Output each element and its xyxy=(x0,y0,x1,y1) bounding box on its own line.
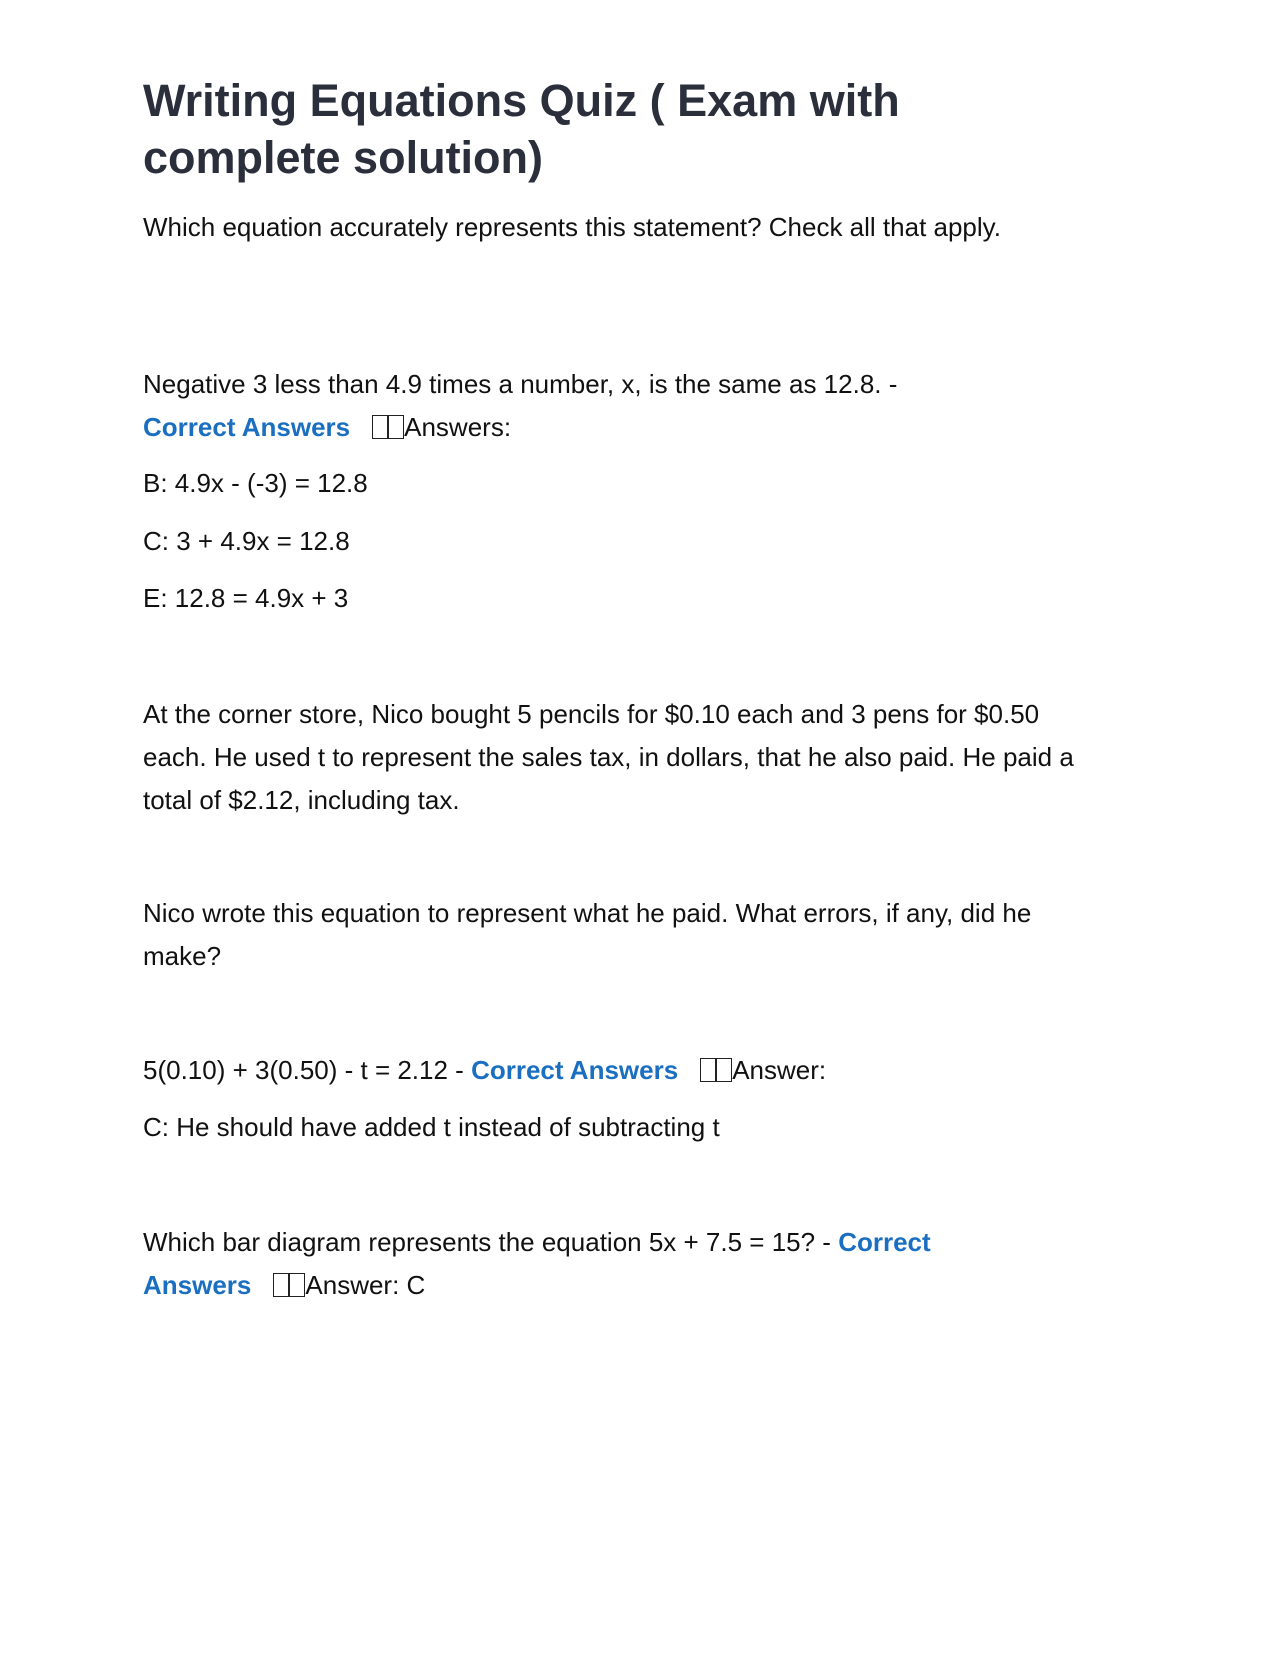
missing-glyph-icon xyxy=(372,415,388,439)
q1-intro: Which equation accurately represents this statement? Check all that apply. xyxy=(143,212,1001,242)
missing-glyph-icon xyxy=(289,1273,305,1297)
q2-correct-answers-label: Correct Answers xyxy=(471,1055,679,1085)
q1-answer-e: E: 12.8 = 4.9x + 3 xyxy=(143,583,349,613)
q1-correct-answers-label: Correct Answers xyxy=(143,412,351,442)
q2-equation: 5(0.10) + 3(0.50) - t = 2.12 - xyxy=(143,1055,464,1085)
q1-statement-text: Negative 3 less than 4.9 times a number, x, is the same as 12.8. - xyxy=(143,369,898,399)
q2-question: Nico wrote this equation to represent what he paid. What errors, if any, did he make? xyxy=(143,898,1032,971)
q3-question: Which bar diagram represents the equation 5x + 7.5 = 15? - xyxy=(143,1227,831,1257)
q1-answer-c: C: 3 + 4.9x = 12.8 xyxy=(143,526,350,556)
q3-question-line xyxy=(143,1221,1033,1307)
q3-correct-answers-label: Correct Answers xyxy=(143,1227,931,1300)
missing-glyph-icon xyxy=(716,1058,732,1082)
q1-answers-label: Answers: xyxy=(404,412,512,442)
q2-context: At the corner store, Nico bought 5 pencils for $0.10 each and 3 pens for $0.50 each. He used t to represent the sales tax, in dollars, that he also paid. He paid a total of $2.12, including tax. xyxy=(143,699,1074,815)
page-title: Writing Equations Quiz ( Exam with complete solution) xyxy=(143,75,900,183)
q2-answers-label: Answer: xyxy=(732,1055,827,1085)
missing-glyph-icon xyxy=(700,1058,716,1082)
missing-glyph-icon xyxy=(273,1273,289,1297)
q1-answer-b: B: 4.9x - (-3) = 12.8 xyxy=(143,468,368,498)
missing-glyph-icon xyxy=(388,415,404,439)
q1-statement xyxy=(143,363,1023,449)
q3-answers-label: Answer: C xyxy=(305,1270,426,1300)
q2-answer: C: He should have added t instead of subtracting t xyxy=(143,1112,720,1142)
q2-equation-line xyxy=(143,1049,1103,1092)
